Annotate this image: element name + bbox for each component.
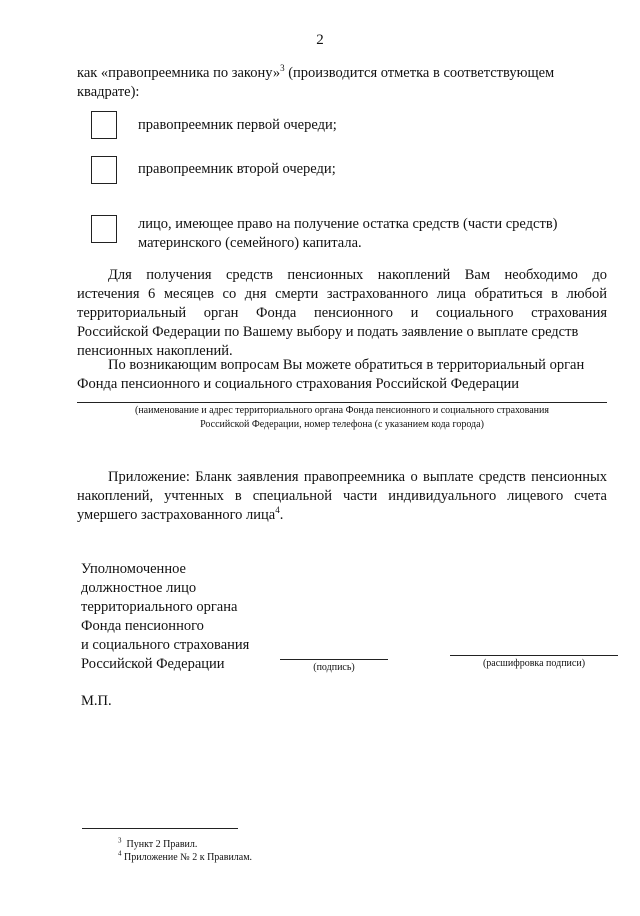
signature-caption: (подпись) — [313, 662, 355, 673]
footnote-ref-4: 4 — [275, 505, 280, 516]
signatory-line3: территориального органа — [81, 599, 238, 615]
signatory-line6: Российской Федерации — [81, 656, 225, 672]
para1-line1: Для получения средств пенсионных накоплений Вам необходимо до — [108, 267, 607, 283]
option-second-order-label: правопреемник второй очереди; — [138, 161, 336, 177]
decode-caption: (расшифровка подписи) — [482, 658, 586, 669]
para2-line1: По возникающим вопросам Вы можете обратиться в территориальный орган — [108, 357, 585, 373]
footnote-4-text: Приложение № 2 к Правилам. — [124, 852, 253, 863]
page-number: 2 — [316, 32, 324, 48]
para1-line2: истечения 6 месяцев со дня смерти застрахованного лица обратиться в любой — [77, 286, 607, 302]
para2-line2: Фонда пенсионного и социального страхования Российской Федерации — [77, 376, 520, 392]
checkbox-second-order[interactable] — [91, 156, 117, 184]
intro-text: как «правопреемника по закону» — [77, 65, 281, 81]
intro-text-rest: (производится отметка в соответствующем — [284, 65, 555, 81]
decode-line — [450, 655, 618, 656]
caption-organ-line2: Российской Федерации, номер телефона (с указанием кода города) — [200, 419, 484, 430]
para1-line4: Российской Федерации по Вашему выбору и подать заявление о выплате средств — [77, 324, 579, 340]
footnote-ref: 3 — [280, 63, 285, 74]
signatory-line4: Фонда пенсионного — [81, 618, 204, 634]
intro-line2: квадрате): — [77, 84, 140, 100]
option-capital-remainder-line2: материнского (семейного) капитала. — [138, 235, 362, 251]
appendix-line1: Приложение: Бланк заявления правопреемника о выплате средств пенсионных — [108, 469, 607, 485]
footnote-3-num: 3 — [118, 836, 122, 845]
fill-line-organ — [77, 402, 607, 403]
caption-organ-line1: (наименование и адрес территориального органа Фонда пенсионного и социального страхования — [135, 405, 549, 416]
footnote-3 — [118, 838, 197, 851]
signatory-line5: и социального страхования — [81, 637, 250, 653]
appendix-line3-text: умершего застрахованного лица — [77, 507, 276, 523]
signatory-line2: должностное лицо — [81, 580, 197, 596]
checkbox-first-order[interactable] — [91, 111, 117, 139]
footnote-separator — [82, 828, 238, 829]
appendix-line3: умершего застрахованного лица$^4$. — [77, 505, 284, 523]
intro-paragraph — [77, 64, 607, 83]
para1-line3: территориальный орган Фонда пенсионного и социального страхования — [77, 305, 607, 321]
footnote-4-num: 4 — [118, 849, 122, 858]
footnote-4 — [118, 851, 252, 864]
checkbox-capital-remainder[interactable] — [91, 215, 117, 243]
signature-line — [280, 659, 388, 660]
appendix-line2: накоплений, учтенных в специальной части индивидуального лицевого счета — [77, 488, 607, 504]
stamp-place: М.П. — [81, 693, 112, 709]
footnote-3-text: Пункт 2 Правил. — [126, 839, 198, 850]
para1-line5: пенсионных накоплений. — [77, 343, 233, 359]
signatory-line1: Уполномоченное — [81, 561, 186, 577]
option-first-order-label: правопреемник первой очереди; — [138, 117, 337, 133]
option-capital-remainder-line1: лицо, имеющее право на получение остатка средств (части средств) — [138, 216, 558, 232]
